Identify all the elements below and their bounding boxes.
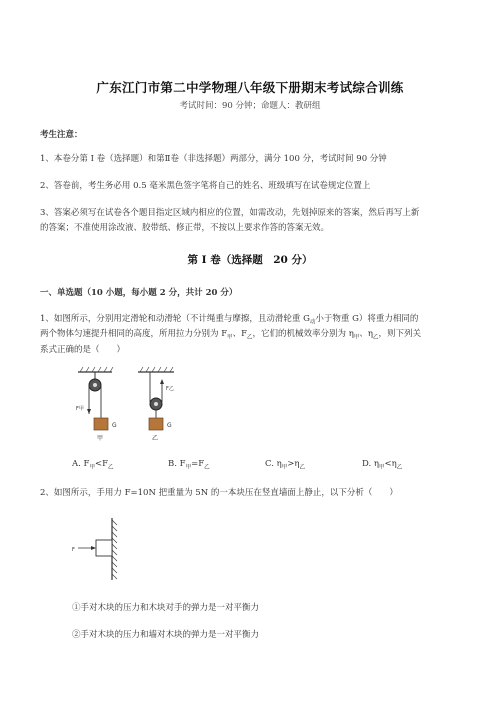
part1-heading: 一、单选题（10 小题，每小题 2 分，共计 20 分）: [40, 288, 238, 298]
label-right: 乙: [152, 435, 159, 442]
q1-line1: 1、如图所示，分别用定滑轮和动滑轮（不计绳重与摩擦，且动滑轮重 $G_动$小于物重 G）将重力相同的: [40, 314, 419, 326]
notice-item-3: 3、答案必须写在试卷各个题目指定区域内相应的位置，如需改动，先划掉原来的答案，然后再写上新: [40, 208, 420, 218]
section-title: 第 I 卷（选择题 20 分）: [187, 254, 313, 266]
force-left-label: F甲: [76, 406, 84, 412]
movable-pulley-diagram: [138, 367, 174, 442]
q2-statement-2: ②手对木块的压力和墙对木块的弹力是一对平衡力: [72, 630, 260, 640]
wood-block: [96, 540, 112, 556]
force-right-label: F乙: [166, 386, 174, 392]
pulley-figure: [70, 366, 200, 446]
q1-line2: 两个物体匀速提升相同的高度，所用拉力分别为 $F_甲$、$F_乙$，它们的机械效率分别为 $\eta_甲$、$\eta_乙$，则下列关: [40, 329, 421, 341]
fixed-pulley-diagram: [76, 367, 117, 442]
q1-option-c[interactable]: C. $\eta_甲>\eta_乙$: [265, 459, 305, 471]
exam-info: 考试时间：90 分钟；命题人：教研组: [179, 101, 321, 111]
notice-item-2: 2、答卷前，考生务必用 0.5 毫米黑色签字笔将自己的姓名、班级填写在试卷规定位置上: [40, 181, 371, 191]
q2-statement-1: ①手对木块的压力和木块对手的弹力是一对平衡力: [72, 603, 260, 613]
force-f-label: F: [72, 547, 75, 553]
q1-option-a[interactable]: A. $F_甲<F_乙$: [72, 459, 114, 471]
q1-option-b[interactable]: B. $F_甲=F_乙$: [168, 459, 210, 471]
notice-heading: 考生注意：: [40, 130, 83, 140]
q1-option-d[interactable]: D. $\eta_甲<\eta_乙$: [362, 459, 403, 471]
notice-item-1: 1、本卷分第 I 卷（选择题）和第Ⅱ卷（非选择题）两部分，满分 100 分，考试时间 90 分钟: [40, 154, 387, 164]
q2-line1: 2、如图所示，手用力 F=10N 把重量为 5N 的一本块压在竖直墙面上静止，以下分析（ ）: [40, 488, 398, 498]
weight-right-label: G: [167, 422, 172, 429]
page-title: 广东江门市第二中学物理八年级下册期末考试综合训练: [96, 80, 404, 95]
hand-wall-figure: [68, 516, 128, 582]
weight-left-label: G: [112, 422, 117, 429]
notice-item-3-cont: 的答案；不准使用涂改液、胶带纸、修正带，不按以上要求作答的答案无效。: [40, 223, 330, 233]
q1-line3: 系式正确的是（ ）: [40, 345, 126, 355]
label-left: 甲: [97, 435, 104, 442]
